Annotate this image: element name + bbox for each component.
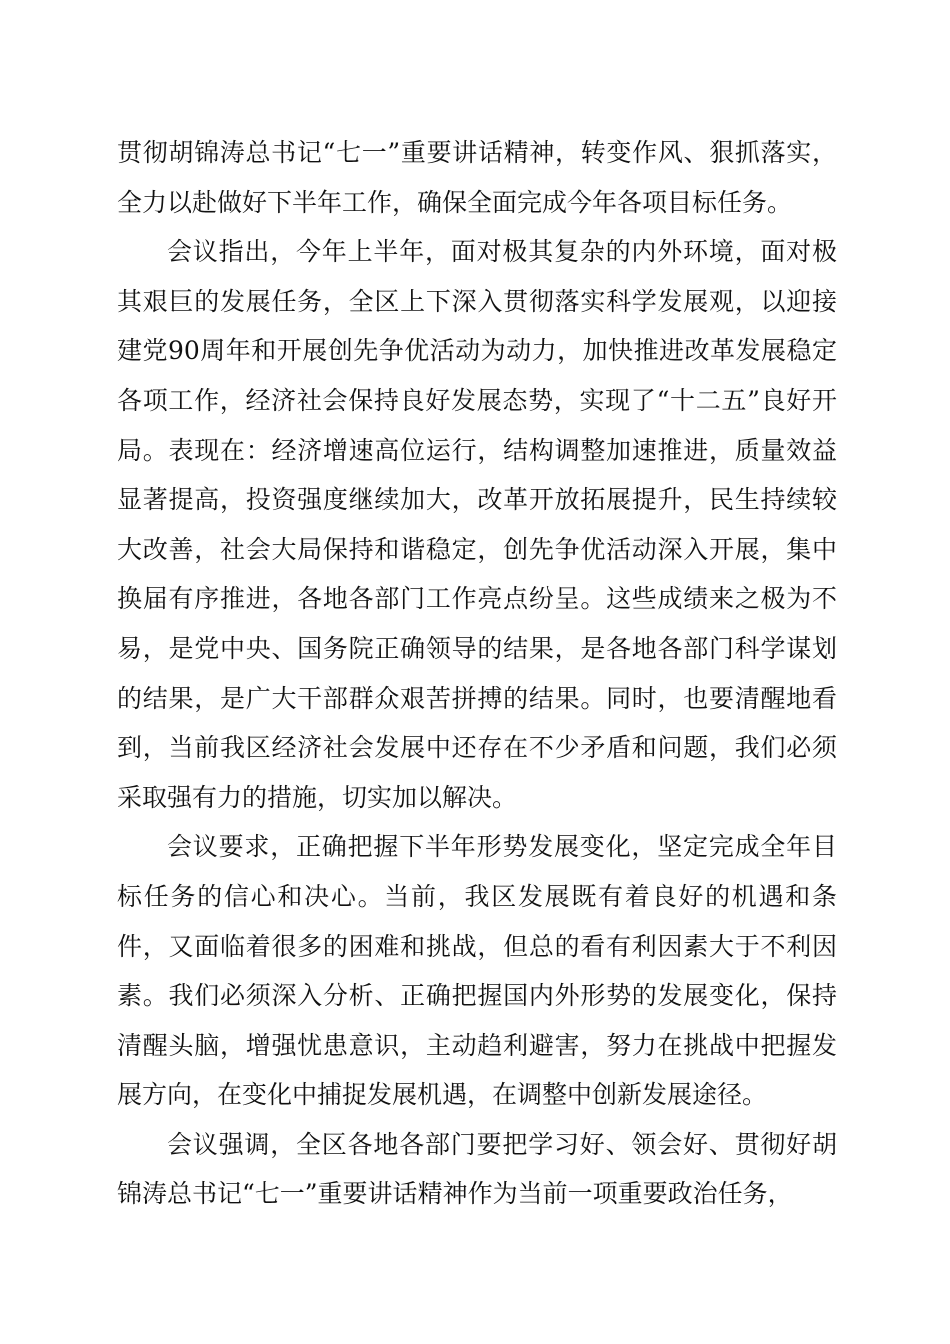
paragraph-continuation: 贯彻胡锦涛总书记“七一”重要讲话精神，转变作风、狠抓落实，全力以赴做好下半年工作，确保全面完成今年各项目标任务。 <box>117 138 837 217</box>
paragraph-meeting-required: 会议要求，正确把握下半年形势发展变化，坚定完成全年目标任务的信心和决心。当前，我区发展既有着良好的机遇和条件，又面临着很多的困难和挑战，但总的看有利因素大于不利因素。我们必须深入分析、正确把握国内外形势的发展变化，保持清醒头脑，增强忧患意识，主动趋利避害，努力在挑战中把握发展方向，在变化中捕捉发展机遇，在调整中创新发展途径。 <box>117 832 837 1110</box>
body-text <box>117 128 837 1219</box>
paragraph-meeting-emphasized: 会议强调，全区各地各部门要把学习好、领会好、贯彻好胡锦涛总书记“七一”重要讲话精神作为当前一项重要政治任务， <box>117 1129 837 1209</box>
paragraph-meeting-pointed-out: 会议指出，今年上半年，面对极其复杂的内外环境，面对极其艰巨的发展任务，全区上下深入贯彻落实科学发展观，以迎接建党90周年和开展创先争优活动为动力，加快推进改革发展稳定各项工作，经济社会保持良好发展态势，实现了“十二五”良好开局。表现在：经济增速高位运行，结构调整加速推进，质量效益显著提高，投资强度继续加大，改革开放拓展提升，民生持续较大改善，社会大局保持和谐稳定，创先争优活动深入开展，集中换届有序推进，各地各部门工作亮点纷呈。这些成绩来之极为不易，是党中央、国务院正确领导的结果，是各地各部门科学谋划的结果，是广大干部群众艰苦拼搏的结果。同时，也要清醒地看到，当前我区经济社会发展中还存在不少矛盾和问题，我们必须采取强有力的措施，切实加以解决。 <box>117 237 837 812</box>
